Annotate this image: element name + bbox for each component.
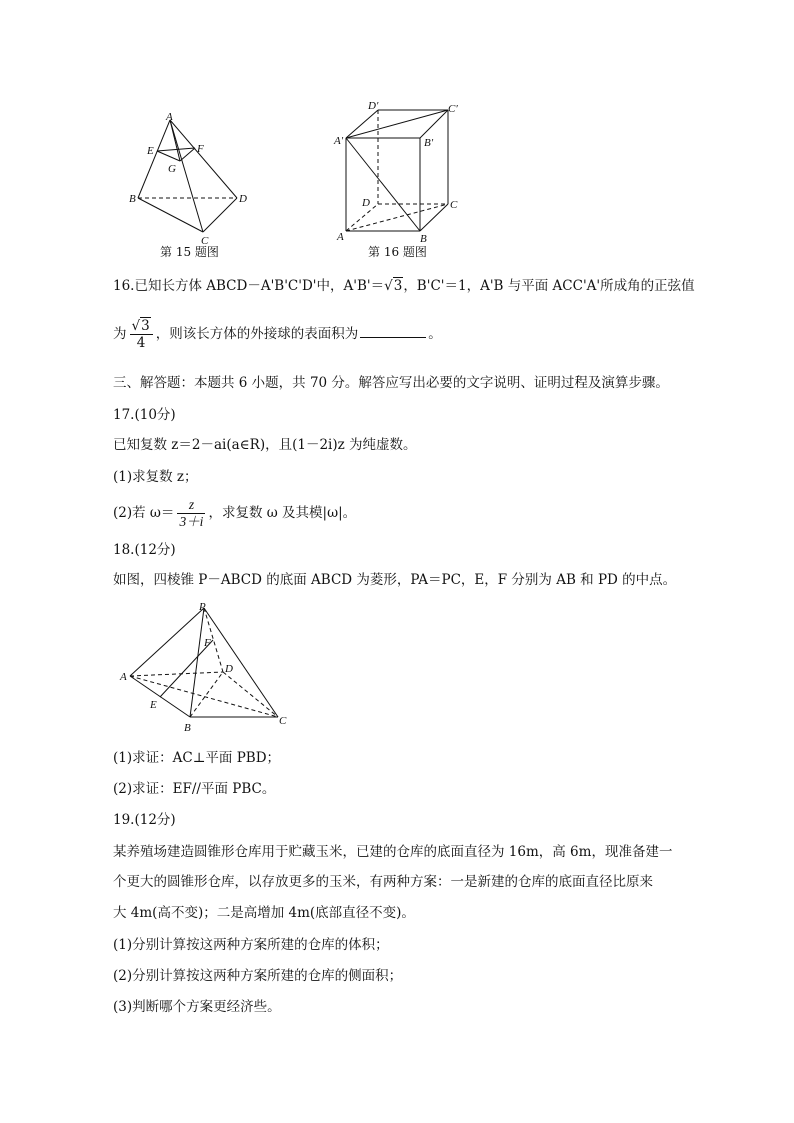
fig16-label-Ap: A′ — [334, 135, 344, 147]
fig16-label-A: A — [337, 231, 344, 243]
q19-stem-2: 个更大的圆锥形仓库，以存放更多的玉米，有两种方案：一是新建的仓库的底面直径比原来 — [113, 874, 653, 890]
q19-stem-3: 大 4m(高不变)；二是高增加 4m(底部直径不变)。 — [113, 905, 415, 921]
figure-16-cuboid — [332, 98, 472, 246]
q16-sqrt-value: 3 — [393, 278, 403, 294]
q19-stem-1: 某养殖场建造圆锥形仓库用于贮藏玉米，已建的仓库的底面直径为 16m，高 6m，现准备建一 — [113, 844, 673, 860]
q16-text-1b: ，B'C'＝1，A'B 与平面 ACC'A'所成角的正弦值 — [403, 278, 695, 294]
q17-frac-num: z — [177, 497, 205, 514]
q17-part2-text-a: (2)若 ω＝ — [113, 505, 175, 521]
q17-part2-text-b: ，求复数 ω 及其模|ω|。 — [208, 505, 357, 521]
fig16-label-C: C — [450, 199, 458, 211]
q16-text-2b: ，则该长方体的外接球的表面积为 — [155, 326, 359, 342]
fig18-label-D: D — [225, 663, 233, 675]
q17-fraction — [177, 497, 205, 530]
q19-part2: (2)分别计算按这两种方案所建的仓库的侧面积； — [113, 968, 403, 984]
q19-part1: (1)分别计算按这两种方案所建的仓库的体积； — [113, 937, 389, 953]
q16-line1 — [113, 277, 695, 295]
fig16-label-B: B — [420, 233, 427, 245]
q16-frac-sqrt-sign: √ — [131, 318, 141, 334]
q16-frac-den: 4 — [136, 335, 146, 351]
fig18-label-B: B — [184, 722, 191, 734]
q16-frac-num: 3 — [141, 318, 150, 334]
q16-text-2a: 为 — [113, 326, 127, 342]
q16-text-1: 16.已知长方体 ABCD－A'B'C'D'中，A'B'＝ — [113, 278, 385, 294]
fig16-label-D: D — [362, 197, 370, 209]
q19-heading: 19.(12分) — [113, 812, 176, 828]
q17-heading: 17.(10分) — [113, 407, 176, 423]
figure-15-tetrahedron — [125, 110, 265, 250]
q17-part2 — [113, 497, 356, 530]
fig15-label-G: G — [168, 163, 176, 175]
figure-18-pyramid — [118, 600, 296, 734]
q16-answer-blank[interactable] — [360, 323, 426, 338]
q16-sqrt-sign: √ — [384, 278, 393, 294]
fig18-label-P: P — [199, 601, 206, 613]
figure-15-caption: 第 15 题图 — [160, 245, 219, 259]
fig15-label-D: D — [239, 193, 247, 205]
q17-stem: 已知复数 z＝2－ai(a∈R)，且(1－2i)z 为纯虚数。 — [113, 437, 417, 453]
q17-frac-den: 3＋i — [179, 514, 204, 529]
fig15-label-F: F — [197, 143, 204, 155]
q19-part3: (3)判断哪个方案更经济些。 — [113, 999, 281, 1015]
fig18-label-F: F — [204, 637, 211, 649]
q16-fraction — [130, 318, 153, 351]
fig16-label-Bp: B′ — [424, 137, 434, 149]
fig15-label-C: C — [201, 235, 209, 247]
fig15-label-E: E — [147, 145, 154, 157]
q17-part1: (1)求复数 z； — [113, 469, 198, 485]
section-3-heading: 三、解答题：本题共 6 小题，共 70 分。解答应写出必要的文字说明、证明过程及演算步骤。 — [113, 375, 669, 391]
fig16-label-Cp: C′ — [448, 103, 458, 115]
fig18-label-C: C — [279, 715, 287, 727]
fig18-label-A: A — [120, 671, 127, 683]
fig15-label-A: A — [166, 111, 173, 123]
q16-line2 — [113, 318, 442, 351]
q18-part1: (1)求证：AC⊥平面 PBD； — [113, 750, 281, 766]
fig18-label-E: E — [150, 699, 157, 711]
figure-16-caption: 第 16 题图 — [368, 245, 427, 259]
q16-text-2c: 。 — [428, 326, 442, 342]
fig16-label-Dp: D′ — [368, 100, 379, 112]
q18-part2: (2)求证：EF//平面 PBC。 — [113, 781, 276, 797]
fig15-label-B: B — [129, 193, 136, 205]
q18-heading: 18.(12分) — [113, 542, 176, 558]
q18-stem: 如图，四棱锥 P－ABCD 的底面 ABCD 为菱形，PA＝PC，E，F 分别为 AB 和 PD 的中点。 — [113, 572, 677, 588]
